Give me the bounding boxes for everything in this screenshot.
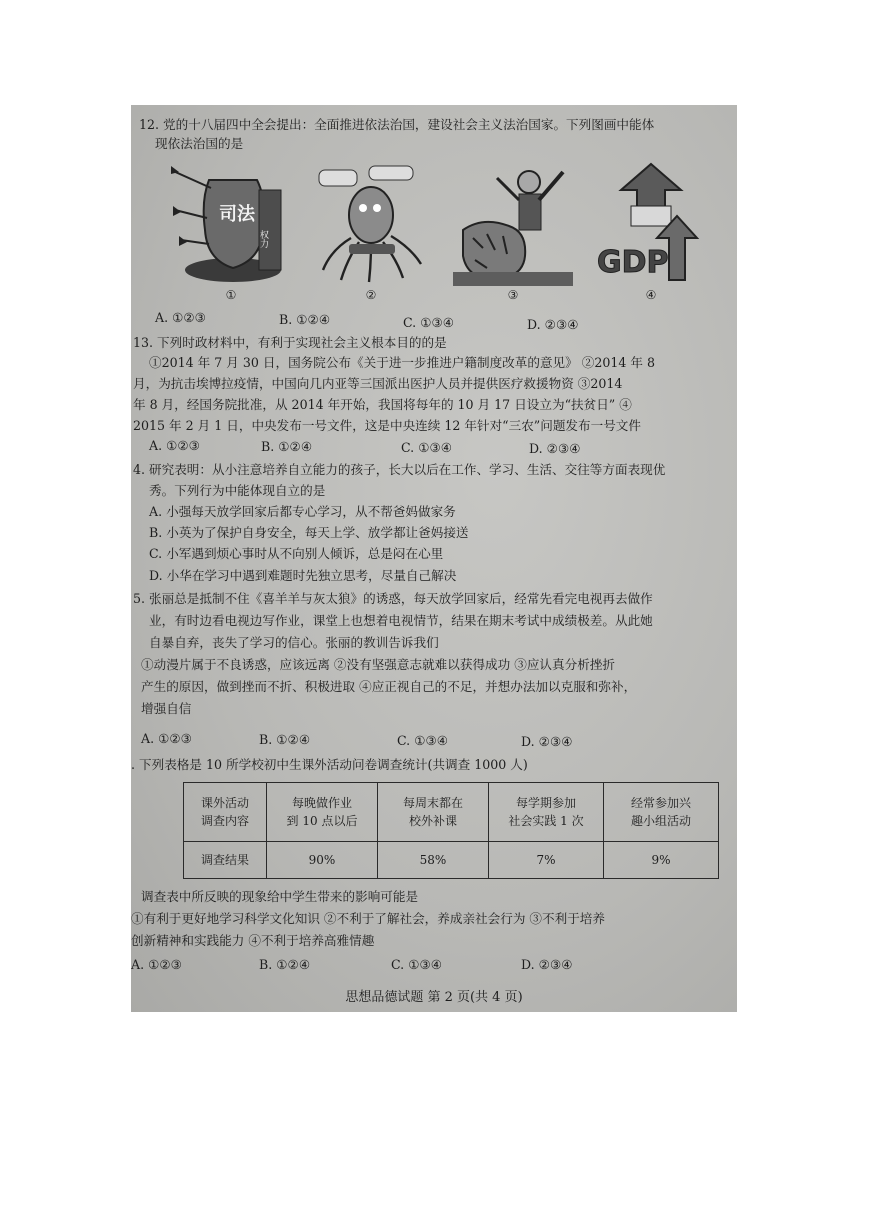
q12-cartoon-panels [171,160,731,310]
q14-stem-line1: 4. 研究表明：从小注意培养自立能力的孩子，长大以后在工作、学习、生活、交往等方面表现优 [133,462,666,477]
table-cell: 58% [378,842,489,879]
table-header-cell: 每学期参加 社会实践 1 次 [489,783,604,842]
q14-option-a: A. 小强每天放学回家后都专心学习，从不帮爸妈做家务 [149,504,456,519]
q15-choices-line2: 产生的原因，做到挫而不折、积极进取 ④应正视自己的不足，并想办法加以克服和弥补， [141,679,637,694]
q12-option-a: A. ①②③ [155,310,206,325]
q13-line1: ①2014 年 7 月 30 日，国务院公布《关于进一步推进户籍制度改革的意见》 ②2014 年 8 [149,355,655,370]
page-footer: 思想品德试题 第 2 页(共 4 页) [345,990,523,1005]
q15-option-a: A. ①②③ [141,731,192,746]
q16-stem: . 下列表格是 10 所学校初中生课外活动问卷调查统计(共调查 1000 人) [131,757,528,772]
q14-option-d: D. 小华在学习中遇到难题时先独立思考，尽量自己解决 [149,568,457,583]
table-header-cell: 课外活动 调查内容 [184,783,267,842]
q15-option-d: D. ②③④ [521,734,573,749]
panel1-label: 司法 [219,204,255,225]
q13-option-d: D. ②③④ [529,441,581,456]
survey-table [183,782,719,879]
table-header-cell: 每周末都在 校外补课 [378,783,489,842]
table-header-cell: 经常参加兴 趣小组活动 [604,783,719,842]
q16-option-b: B. ①②④ [259,957,311,972]
q15-choices-line3: 增强自信 [141,701,192,716]
q13-option-c: C. ①③④ [401,440,453,455]
q14-option-c: C. 小军遇到烦心事时从不向别人倾诉，总是闷在心里 [149,546,444,561]
q16-question: 调查表中所反映的现象给中学生带来的影响可能是 [141,889,419,904]
q13-stem: 13. 下列时政材料中，有利于实现社会主义根本目的的是 [133,335,447,350]
panel3-caption: ③ [507,288,519,302]
table-header-row [184,783,719,842]
q13-line4: 2015 年 2 月 1 日，中央发布一号文件，这是中央连续 12 年针对“三农”问题发布一号文件 [133,418,641,433]
panel4-caption: ④ [645,288,657,302]
cartoon-tiger [453,160,573,290]
scanned-exam-page [131,105,737,1012]
panel1-caption: ① [225,288,237,302]
cartoon-monster [311,160,431,290]
q14-stem-line2: 秀。下列行为中能体现自立的是 [149,483,326,498]
q15-stem-line1: 5. 张丽总是抵制不住《喜羊羊与灰太狼》的诱惑，每天放学回家后，经常先看完电视再去做作 [133,591,653,606]
panel2-caption: ② [365,288,377,302]
svg-text:权力: 权力 [258,230,268,248]
cartoon-justice-shield [171,160,291,290]
q16-choices-line1: ①有利于更好地学习科学文化知识 ②不利于了解社会，养成亲社会行为 ③不利于培养 [131,911,605,926]
q15-option-c: C. ①③④ [397,733,449,748]
q16-option-a: A. ①②③ [131,957,182,972]
q12-stem-line2: 现依法治国的是 [155,136,244,151]
q13-option-b: B. ①②④ [261,439,313,454]
gdp-label: GDP [597,245,669,280]
q16-option-c: C. ①③④ [391,957,443,972]
table-cell: 90% [267,842,378,879]
q13-line3: 年 8 月，经国务院批准，从 2014 年开始，我国将每年的 10 月 17 日设立为“扶贫日” ④ [133,397,632,412]
q13-option-a: A. ①②③ [149,438,200,453]
cartoon-gdp [591,160,711,290]
q15-choices-line1: ①动漫片属于不良诱惑，应该远离 ②没有坚强意志就难以获得成功 ③应认真分析挫折 [141,657,615,672]
q12-option-d: D. ②③④ [527,317,579,332]
table-cell: 9% [604,842,719,879]
table-header-cell: 每晚做作业 到 10 点以后 [267,783,378,842]
q16-choices-line2: 创新精神和实践能力 ④不利于培养高雅情趣 [131,933,375,948]
q12-option-c: C. ①③④ [403,315,455,330]
q12-stem-line1: 12. 党的十八届四中全会提出：全面推进依法治国，建设社会主义法治国家。下列图画中能体 [139,117,655,132]
q16-option-d: D. ②③④ [521,957,573,972]
q14-option-b: B. 小英为了保护自身安全，每天上学、放学都让爸妈接送 [149,525,469,540]
q12-option-b: B. ①②④ [279,312,331,327]
table-row-label: 调查结果 [184,842,267,879]
q15-option-b: B. ①②④ [259,732,311,747]
q13-line2: 月，为抗击埃博拉疫情，中国向几内亚等三国派出医护人员并提供医疗救援物资 ③2014 [133,376,623,391]
q15-stem-line2: 业，有时边看电视边写作业，课堂上也想着电视情节，结果在期末考试中成绩极差。从此她 [149,613,653,628]
q15-stem-line3: 自暴自弃，丧失了学习的信心。张丽的教训告诉我们 [149,635,439,650]
table-cell: 7% [489,842,604,879]
table-row [184,842,719,879]
